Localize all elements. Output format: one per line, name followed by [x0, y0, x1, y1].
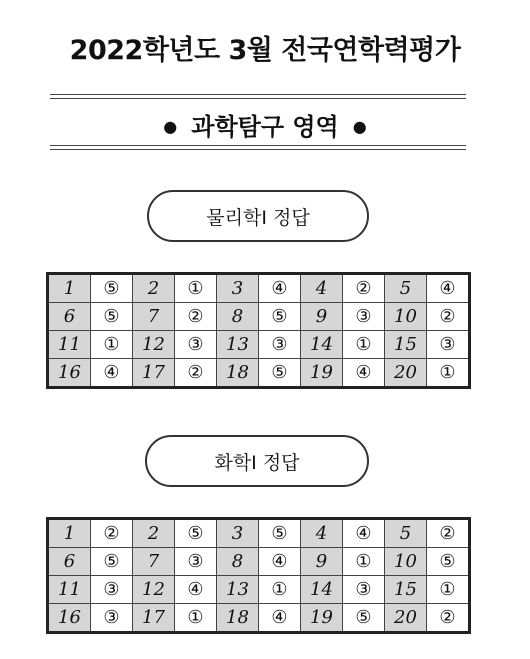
top-rule-2 — [50, 98, 466, 99]
question-number: 3 — [217, 274, 259, 303]
question-number: 19 — [301, 604, 343, 633]
answer-choice: ⑤ — [259, 303, 301, 331]
answer-choice: ① — [259, 576, 301, 604]
answer-choice: ③ — [91, 604, 133, 633]
answer-choice: ③ — [259, 331, 301, 359]
answer-choice: ④ — [259, 548, 301, 576]
question-number: 18 — [217, 359, 259, 388]
answer-choice: ④ — [175, 576, 217, 604]
answer-row — [48, 548, 470, 576]
answer-row — [48, 331, 470, 359]
chemistry-label-pill: 화학Ⅰ 정답 — [145, 435, 369, 487]
answer-choice: ① — [175, 604, 217, 633]
answer-choice: ③ — [91, 576, 133, 604]
question-number: 20 — [385, 359, 427, 388]
answer-choice: ② — [427, 604, 470, 633]
answer-row — [48, 274, 470, 303]
question-number: 19 — [301, 359, 343, 388]
answer-choice: ③ — [427, 331, 470, 359]
answer-choice: ② — [427, 303, 470, 331]
answer-choice: ① — [427, 576, 470, 604]
answer-row — [48, 576, 470, 604]
question-number: 4 — [301, 519, 343, 548]
answer-choice: ② — [175, 303, 217, 331]
physics-answer-table — [46, 272, 471, 389]
page-title: 2022학년도 3월 전국연학력평가 — [69, 35, 461, 66]
question-number: 5 — [385, 274, 427, 303]
answer-choice: ② — [91, 519, 133, 548]
question-number: 5 — [385, 519, 427, 548]
question-number: 12 — [133, 576, 175, 604]
question-number: 2 — [133, 274, 175, 303]
question-number: 18 — [217, 604, 259, 633]
question-number: 17 — [133, 604, 175, 633]
bottom-rule-1 — [50, 145, 466, 146]
answer-choice: ④ — [343, 519, 385, 548]
answer-choice: ① — [427, 359, 470, 388]
question-number: 12 — [133, 331, 175, 359]
answer-row — [48, 604, 470, 633]
question-number: 14 — [301, 331, 343, 359]
section-label: 과학탐구 영역 — [191, 113, 339, 141]
question-number: 15 — [385, 331, 427, 359]
question-number: 6 — [48, 548, 91, 576]
answer-choice: ⑤ — [427, 548, 470, 576]
question-number: 1 — [48, 274, 91, 303]
answer-choice: ③ — [175, 331, 217, 359]
bullet-right-icon: ● — [352, 116, 367, 136]
question-number: 11 — [48, 331, 91, 359]
answer-choice: ④ — [427, 274, 470, 303]
question-number: 10 — [385, 548, 427, 576]
question-number: 8 — [217, 303, 259, 331]
physics-label-pill: 물리학Ⅰ 정답 — [147, 190, 369, 242]
question-number: 4 — [301, 274, 343, 303]
answer-choice: ⑤ — [175, 519, 217, 548]
answer-choice: ⑤ — [259, 519, 301, 548]
question-number: 17 — [133, 359, 175, 388]
section-heading — [0, 107, 530, 142]
answer-choice: ④ — [259, 604, 301, 633]
question-number: 9 — [301, 548, 343, 576]
question-number: 9 — [301, 303, 343, 331]
question-number: 11 — [48, 576, 91, 604]
answer-choice: ⑤ — [91, 548, 133, 576]
chemistry-answer-table — [46, 517, 471, 634]
answer-choice: ⑤ — [259, 359, 301, 388]
top-rule-1 — [50, 94, 466, 95]
question-number: 15 — [385, 576, 427, 604]
question-number: 6 — [48, 303, 91, 331]
answer-choice: ④ — [259, 274, 301, 303]
question-number: 20 — [385, 604, 427, 633]
answer-choice: ① — [175, 274, 217, 303]
answer-choice: ⑤ — [343, 604, 385, 633]
answer-choice: ① — [91, 331, 133, 359]
answer-choice: ② — [343, 274, 385, 303]
answer-choice: ① — [343, 331, 385, 359]
question-number: 2 — [133, 519, 175, 548]
question-number: 14 — [301, 576, 343, 604]
question-number: 16 — [48, 359, 91, 388]
question-number: 13 — [217, 576, 259, 604]
question-number: 3 — [217, 519, 259, 548]
answer-choice: ② — [427, 519, 470, 548]
question-number: 7 — [133, 303, 175, 331]
answer-choice: ⑤ — [91, 274, 133, 303]
answer-row — [48, 519, 470, 548]
question-number: 1 — [48, 519, 91, 548]
question-number: 8 — [217, 548, 259, 576]
question-number: 13 — [217, 331, 259, 359]
question-number: 16 — [48, 604, 91, 633]
answer-choice: ③ — [343, 303, 385, 331]
question-number: 7 — [133, 548, 175, 576]
answer-choice: ③ — [175, 548, 217, 576]
answer-choice: ③ — [343, 576, 385, 604]
answer-choice: ② — [175, 359, 217, 388]
answer-choice: ① — [343, 548, 385, 576]
answer-choice: ④ — [343, 359, 385, 388]
bullet-left-icon: ● — [163, 116, 178, 136]
bottom-rule-2 — [50, 149, 466, 150]
answer-row — [48, 359, 470, 388]
answer-choice: ⑤ — [91, 303, 133, 331]
answer-row — [48, 303, 470, 331]
question-number: 10 — [385, 303, 427, 331]
answer-choice: ④ — [91, 359, 133, 388]
